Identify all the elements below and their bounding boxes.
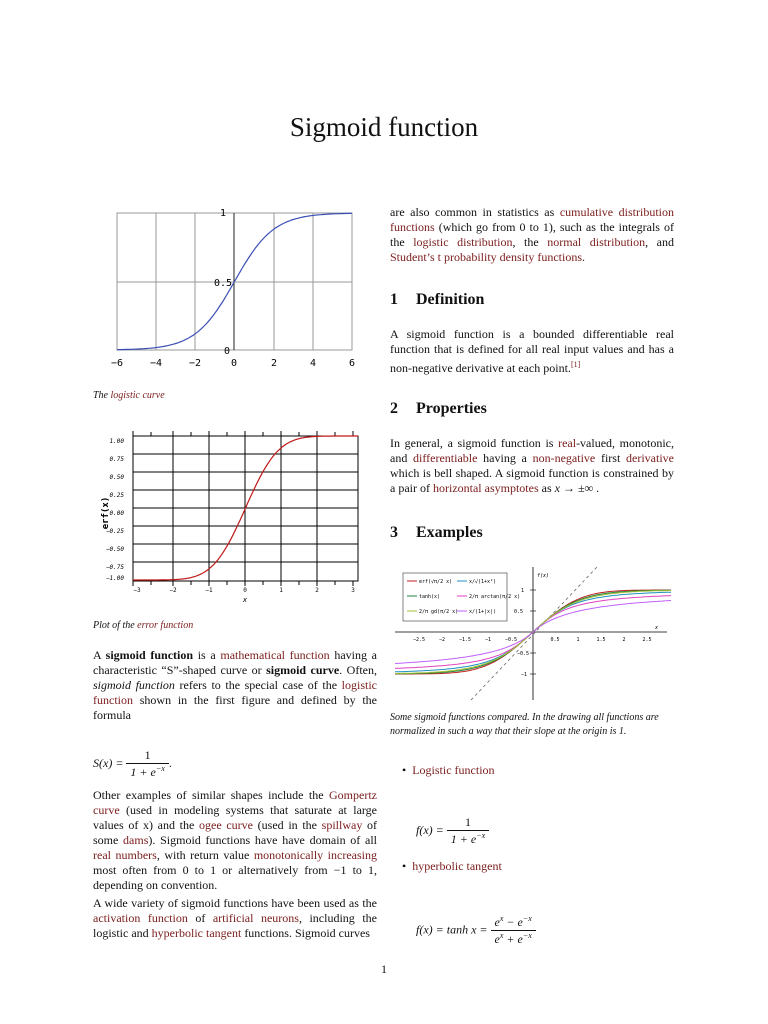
xtick: −0.5: [504, 637, 518, 643]
page-number: 1: [381, 962, 387, 976]
properties-paragraph: In general, a sigmoid function is real-valued, monotonic, and differentiable having a non-negative first derivative which is bell shaped. A sigmoid function is constrained by a pair of horizontal asymptotes as x → ±∞ .: [390, 436, 675, 495]
horizontal-asymptotes-link[interactable]: horizontal asymptotes: [432, 481, 539, 495]
ytick: −0.75: [105, 564, 124, 571]
left-paragraph-3: A wide variety of sigmoid functions have been used as the activation function of artificial neurons, including the logistic and hyperbolic tangent functions. Sigmoid curves: [93, 896, 377, 940]
xtick: 0: [230, 358, 238, 369]
cumulative-distribution-link[interactable]: cumulative distribution functions: [390, 205, 674, 234]
reference-1-link[interactable]: [1]: [570, 360, 581, 369]
sigmoid-comparison-figure: [395, 565, 675, 705]
x-axis-label: x: [242, 596, 248, 604]
bullet-logistic: • Logistic function: [402, 763, 495, 777]
figure-caption-comparison: Some sigmoid functions compared. In the drawing all functions are normalized in such a way that their slope at the origin is 1.: [390, 712, 659, 737]
ytick: 0.50: [109, 474, 124, 481]
xtick: 2: [622, 637, 626, 643]
xtick: −2: [169, 587, 177, 594]
xtick: −2: [188, 358, 202, 369]
y-axis-label: erf(x): [101, 496, 111, 530]
xtick: −3: [133, 587, 141, 594]
ytick-0.5: 0.5: [213, 278, 232, 289]
definition-paragraph: A sigmoid function is a bounded differentiable real function that is defined for all real input values and has a non-negative derivative at each point.[1]: [390, 327, 674, 375]
legend-abs: x/(1+|x|): [469, 609, 497, 615]
ytick: −1.00: [105, 575, 124, 582]
error-function-link[interactable]: error function: [137, 620, 194, 631]
ytick: −0.25: [105, 528, 124, 535]
hyperbolic-tangent-bullet-link[interactable]: hyperbolic tangent: [412, 859, 502, 873]
activation-function-link[interactable]: activation function: [93, 911, 188, 925]
error-function-figure: [98, 428, 368, 608]
xtick: 1.5: [596, 637, 606, 643]
legend-arctan: 2/π arctan(π/2 x): [469, 594, 521, 600]
differentiable-link[interactable]: differentiable: [413, 451, 478, 465]
legend-gd: 2/π gd(π/2 x): [419, 609, 459, 615]
ytick: 0.00: [109, 510, 124, 517]
ytick: 1.00: [109, 438, 124, 445]
figure-caption-erf: Plot of the error function: [93, 620, 194, 631]
xtick: −4: [149, 358, 163, 369]
real-link[interactable]: real: [558, 436, 577, 450]
spillway-link[interactable]: spillway: [321, 818, 363, 832]
monotonically-increasing-link[interactable]: monotonically increasing: [253, 848, 377, 862]
xtick: 6: [348, 358, 356, 369]
xtick: −2: [438, 637, 446, 643]
logistic-curve-link[interactable]: logistic curve: [110, 390, 165, 401]
x-axis-label: x: [655, 625, 659, 631]
xtick: 0: [243, 587, 247, 594]
mathematical-function-link[interactable]: mathematical function: [220, 648, 330, 662]
ytick: 0.25: [109, 492, 124, 499]
ytick: −1: [520, 672, 527, 678]
xtick: −1: [205, 587, 213, 594]
xtick: 4: [309, 358, 317, 369]
xtick: 0.5: [550, 637, 560, 643]
dams-link[interactable]: dams: [123, 833, 149, 847]
tanh-formula: f(x) = tanh x = $\frac{e^x - e^{-x}}{e^x + e^{-x}}$: [416, 914, 536, 947]
ytick: 0.5: [513, 609, 523, 615]
legend-tanh: tanh(x): [419, 594, 441, 600]
hyperbolic-tangent-link[interactable]: hyperbolic tangent: [151, 926, 242, 940]
left-paragraph-1: A sigmoid function is a mathematical function having a characteristic “S”-shaped curve or sigmoid curve. Often, sigmoid function refers to the special case of the logistic function shown in the first figure and defined by the formula: [93, 648, 377, 722]
legend-erf: erf(√π/2 x): [419, 579, 453, 585]
artificial-neurons-link[interactable]: artificial neurons: [212, 911, 299, 925]
real-numbers-link[interactable]: real numbers: [93, 848, 157, 862]
ytick: −0.50: [105, 546, 124, 553]
xtick: 1: [576, 637, 580, 643]
ogee-curve-link[interactable]: ogee curve: [199, 818, 253, 832]
section-properties-heading: 2 Properties: [390, 400, 487, 417]
logistic-function-bullet-link[interactable]: Logistic function: [412, 763, 495, 777]
right-paragraph-0: are also common in statistics as cumulative distribution functions (which go from 0 to 1), such as the integrals of the logistic distribution, the normal distribution, and Student’s t probability density functions.: [390, 205, 675, 264]
legend-algebraic: x/√(1+x²): [469, 579, 497, 585]
students-t-link[interactable]: Student’s t probability density functions: [390, 250, 582, 264]
derivative-link[interactable]: derivative: [626, 451, 674, 465]
gompertz-curve-link[interactable]: Gompertz curve: [93, 788, 377, 817]
figure-caption-logistic: The logistic curve: [93, 390, 165, 401]
xtick: −1: [484, 637, 492, 643]
ytick-0: 0: [223, 346, 230, 357]
page-title: Sigmoid function: [289, 112, 479, 142]
xtick: 2: [315, 587, 319, 594]
xtick: 1: [279, 587, 283, 594]
xtick: 2.5: [642, 637, 652, 643]
logistic-curve-figure: [100, 200, 370, 375]
xtick: −2.5: [412, 637, 426, 643]
logistic-formula-2: f(x) = $\frac{1}{1 + e^{-x}}$: [416, 815, 489, 847]
section-definition-heading: 1 Definition: [390, 291, 485, 308]
xtick: −6: [110, 358, 124, 369]
logistic-formula: S(x) = $\frac{1}{1 + e^{-x}}$ .: [93, 748, 172, 779]
section-examples-heading: 3 Examples: [390, 524, 483, 541]
normal-distribution-link[interactable]: normal distribution: [547, 235, 646, 249]
logistic-distribution-link[interactable]: logistic distribution: [413, 235, 513, 249]
y-axis-label: f(x): [537, 573, 550, 579]
ytick: 0.75: [109, 456, 124, 463]
xtick: 3: [351, 587, 355, 594]
bullet-tanh: • hyperbolic tangent: [402, 859, 502, 873]
non-negative-link[interactable]: non-negative: [532, 451, 596, 465]
logistic-function-link[interactable]: logistic function: [93, 678, 377, 707]
left-paragraph-2: Other examples of similar shapes include the Gompertz curve (used in modeling systems that saturate at large values of x) and the ogee curve (used in the spillway of some dams). Sigmoid functions have have domain of all real numbers, with return value monotonically increasing most often from 0 to 1 or alternatively from −1 to 1, depending on convention.: [93, 788, 377, 892]
xtick: 2: [270, 358, 278, 369]
xtick: −1.5: [458, 637, 472, 643]
ytick-1: 1: [219, 208, 226, 219]
ytick: −0.5: [516, 651, 529, 657]
ytick: 1: [520, 588, 524, 594]
